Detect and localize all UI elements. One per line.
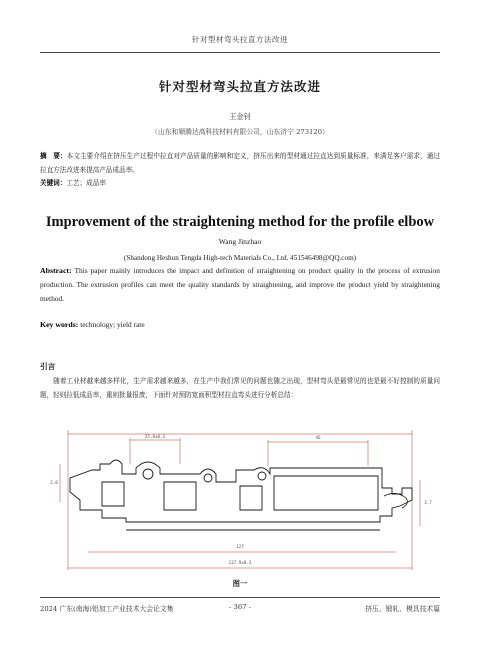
footer-proceedings: 2024 广东(南海)铝加工产业技术大会论文集	[40, 605, 174, 613]
author-cn: 王金钊	[229, 112, 251, 121]
keywords-cn	[40, 177, 440, 191]
dim-label-overall: 137.9±0.3	[228, 560, 252, 565]
author-en: Wang Jinzhao	[218, 237, 262, 246]
affiliation-en: (Shandong Heshun Tengda High-tech Materials Co., Ltd. 451546498@QQ.com)	[123, 254, 357, 262]
bend-indicator	[384, 493, 407, 508]
running-head: 针对型材弯头拉直方法改进	[192, 35, 288, 44]
keywords-cn-label: 关键词：	[40, 179, 67, 187]
header-rule	[40, 52, 440, 53]
dim-label-2-8: 2.8	[50, 480, 58, 485]
abstract-en	[40, 264, 440, 305]
keywords-en	[40, 318, 440, 332]
dimension-labels	[50, 434, 432, 565]
figure-caption: 图一	[232, 579, 248, 588]
abstract-cn-text: 本文主要介绍在挤压生产过程中拉直对产品质量的影响和定义，挤压出来的型材通过拉直达到质量标准，来满足客户需求，通过拉直方法改进来提高产品成品率。	[40, 152, 440, 174]
abstract-en-label: Abstract:	[40, 266, 72, 275]
keywords-en-text: technology; yield rate	[80, 320, 145, 329]
keywords-cn-text: 工艺；成品率	[66, 179, 106, 187]
dim-label-46: 46	[315, 435, 321, 440]
abstract-en-text: This paper mainly introduces the impact and definition of straightening on product quality in the process of extrusion production. The extrusion profiles can meet the quality standards by straightening, and improve the product yield by straightening method.	[40, 266, 440, 303]
abstract-cn	[40, 150, 440, 177]
paper-title-en: Improvement of the straightening method for the profile elbow	[45, 214, 435, 230]
keywords-en-label: Key words:	[40, 320, 79, 329]
abstract-cn-label: 摘 要：	[40, 152, 67, 160]
intro-paragraph: 随着工业材越来越多样化，生产需求越来越多，在生产中我们常见的问题也随之出现，型材弯头是最常见的也是最不好控制的质量问题，轻则拉低成品率，重则批量报废，下面针对预防宽面积型材拉直弯头进行分析总结：	[40, 377, 440, 399]
profile-cross-section-figure	[40, 430, 440, 574]
affiliation-cn: （山东和顺腾达高科技材料有限公司，山东济宁 273120）	[151, 128, 329, 136]
profile-outline	[70, 460, 412, 530]
paper-title-cn: 针对型材弯头拉直方法改进	[158, 79, 321, 94]
footer-page-number: - 367 -	[229, 603, 251, 611]
dim-label-slot: 25.8±0.3	[144, 434, 166, 439]
dim-label-3-7: 3.7	[424, 500, 432, 505]
dim-label-127: 127	[236, 544, 244, 549]
footer-rule	[40, 597, 440, 598]
section-heading-intro: 引言	[40, 362, 56, 371]
footer-section: 挤压、锻轧、模具技术篇	[365, 605, 440, 613]
